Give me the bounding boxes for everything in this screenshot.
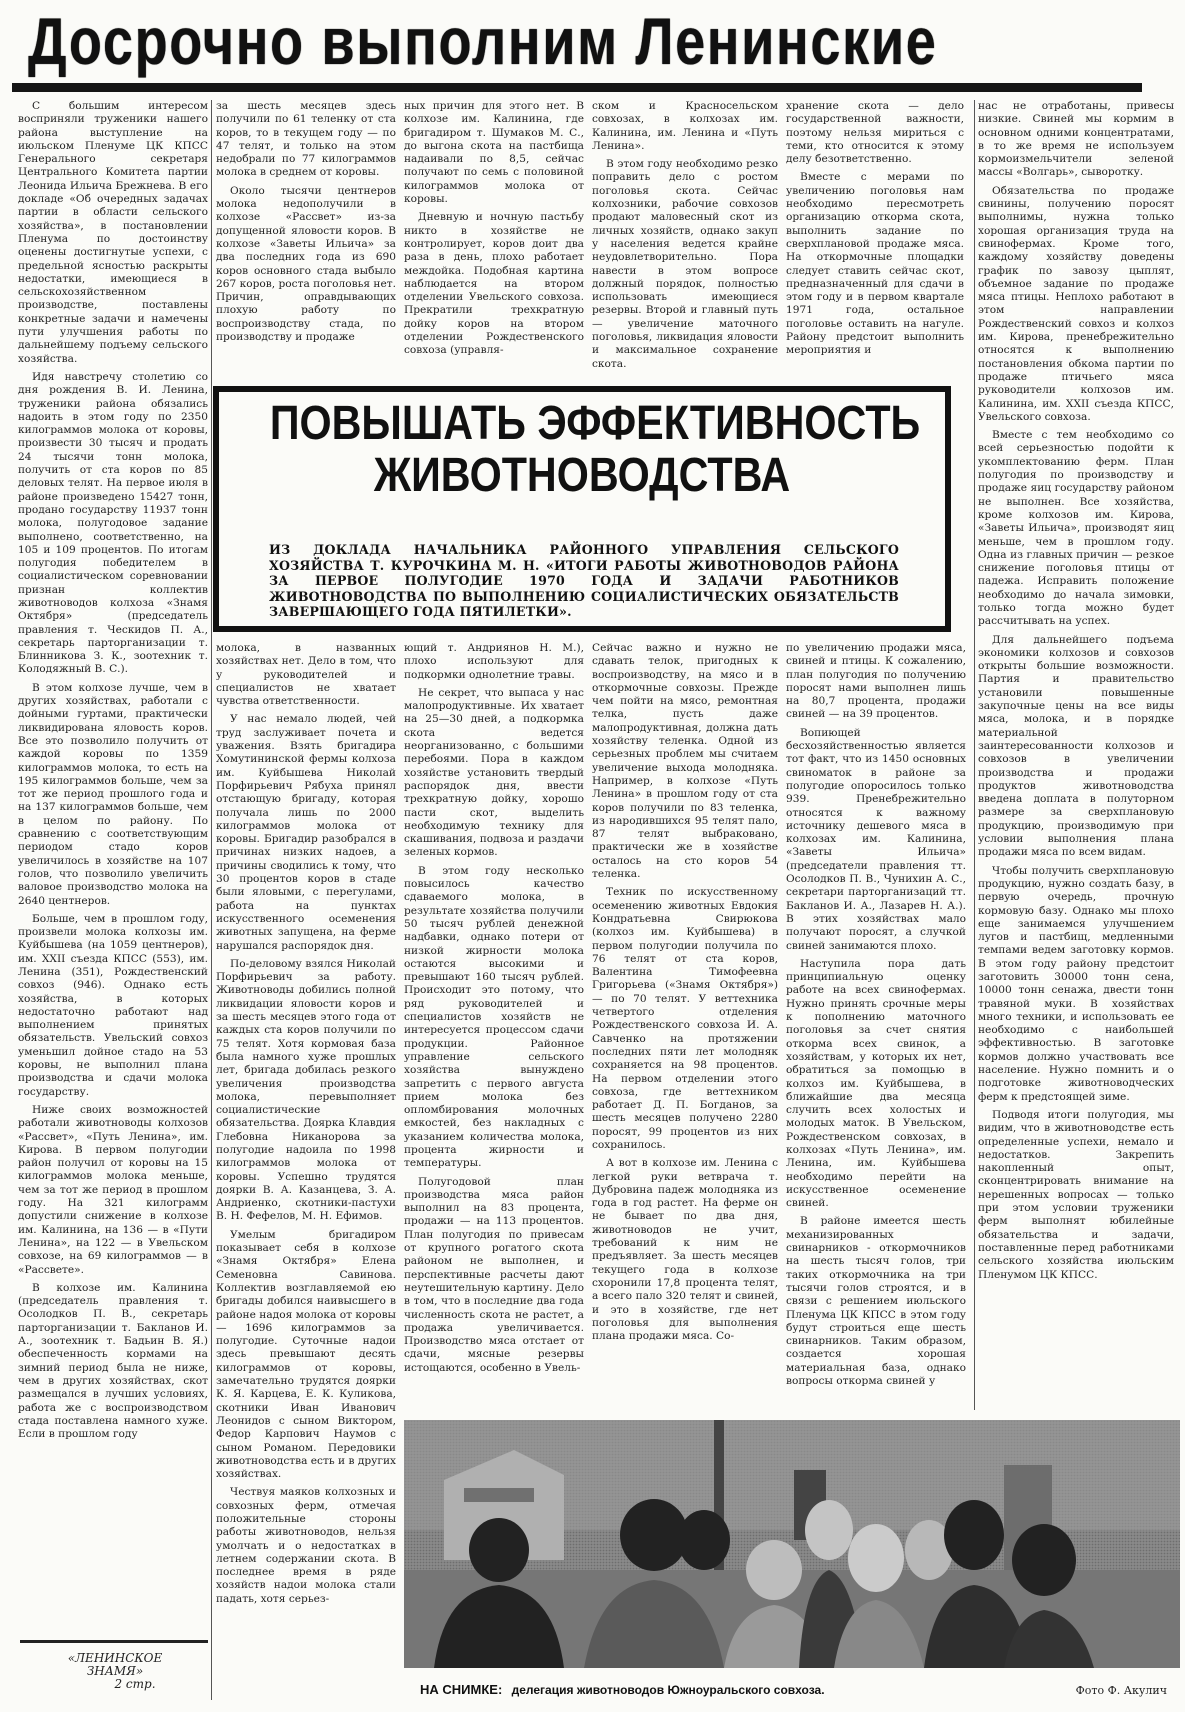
article-paragraph: В этом году несколько повысилось качество сдаваемого молока, в результате хозяйства получили 50 тысяч рублей денежной надбавки, однако потери от низкой жирности молока остаются высокими и превышают 160 тысяч рублей. Происходит это потому, что ряд руководителей и специалистов хозяйств не интересуется процессом сдачи продукции. Районное управление сельского хозяйства вынуждено запретить с первого августа прием молока без опломбирования молочных емкостей, без накладных с указанием количества молока, процента жирности и температуры. — [404, 864, 584, 1170]
article-column-4-bottom — [592, 642, 778, 1412]
photo-livestock-delegation — [404, 1420, 1180, 1668]
article-paragraph: Ниже своих возможностей работали животноводы колхозов «Рассвет», «Путь Ленина», им. Кирова. В первом полугодии район получил от коровы на 15 килограммов молока меньше, чем за тот же период в прошлом году. На 321 килограмм допустили снижение в колхозе им. Калинина, на 136 — в «Пути Ленина», на 122 — в Увельском совхозе, на 69 килограммов — в «Рассвете». — [18, 1103, 208, 1276]
photo-caption-label: НА СНИМКЕ: — [420, 1682, 503, 1697]
article-paragraph: А вот в колхозе им. Ленина с легкой руки ветврача т. Дубровина падеж молодняка из года в год растет. На ферме он не бывает по два дня, животноводов не учит, требований к ним не предъявляет. За шесть месяцев текущего года в колхозе схоронили 17,8 процента телят, а всего пало 320 телят и свиней, и это в хозяйстве, где нет поголовья для выполнения плана продажи мяса. Со- — [592, 1157, 778, 1343]
article-paragraph: Для дальнейшего подъема экономики колхозов и совхозов открыты большие возможности. Партия и правительство установили повышенные закупочные цены на все виды мяса, молока, и в порядке материальной заинтересованности колхозов и совхозов в увеличении производства и продажи продуктов животноводства введена доплата в полуторном размере за сверхплановую продукцию, производимую при условии выполнения плана продажи мяса по всем видам. — [978, 633, 1174, 859]
page-number: 2 стр. — [114, 1677, 156, 1691]
article-paragraph: Вопиющей бесхозяйственностью является тот факт, что из 1450 основных свиноматок в районе за полугодие опоросилось только 939. Пренебрежительно относятся к важному источнику дешевого мяса в колхозах им. Калинина, «Заветы Ильича» (председатели правления тт. Осолодков П. В., Чунихин А. С., секретари парторганизаций тт. Бакланов И. А., Лазарев Н. А.). В этих хозяйствах мало получают поросят, а случкой свиней занимаются плохо. — [786, 726, 966, 952]
article-paragraph: ском и Красносельском совхозах, в колхозах им. Калинина, им. Ленина и «Путь Ленина». — [592, 100, 778, 152]
article-paragraph: Полугодовой план производства мяса район выполнил на 83 процента, продажи — на 113 процентов. План полугодия по привесам от крупного рогатого скота районом не выполнен, и перспективные расчеты дают неутешительную картину. Дело в том, что в последние два года численность скота не растет, а продажа увеличивается. Производство мяса отстает от сдачи, мясные резервы истощаются, особенно в Увель- — [404, 1175, 584, 1374]
article-paragraph: Техник по искусственному осеменению животных Евдокия Кондратьевна Свирюкова (колхоз им. Куйбышева) в первом полугодии получила по 76 телят от ста коров, Валентина Тимофеевна Григорьева («Знамя Октября») — по 70 телят. У веттехника четвертого отделения Рождественского совхоза И. А. Савченко на протяжении последних пяти лет молодняк сохраняется на 98 процентов. На первом отделении этого совхоза, где веттехником работает Д. П. Богданов, за шесть месяцев получено 2280 поросят, 99 процентов из них сохранилось. — [592, 886, 778, 1151]
article-title-line-2: ЖИВОТНОВОДСТВА — [373, 449, 791, 502]
article-paragraph: По-деловому взялся Николай Порфирьевич за работу. Животноводы добились полной ликвидации яловости коров и за шесть месяцев этого года от каждых ста коров получили по 75 телят. Хотя кормовая база была намного хуже прошлых лет, бригада добилась резкого увеличения производства молока, перевыполняет социалистические обязательства. Доярка Клавдия Глебовна Никанорова за полугодие надоила по 1998 килограммов молока от коровы. Успешно трудятся доярки В. А. Казанцева, З. А. Андриенко, скотники-пастухи В. Н. Фефелов, М. Н. Ефимов. — [216, 957, 396, 1223]
article-paragraph: Подводя итоги полугодия, мы видим, что в животноводстве есть определенные успехи, немало и недостатков. Закрепить накопленный опыт, сконцентрировать внимание на нерешенных вопросах — только при этом условии труженики ферм выполнят юбилейные обязательства и задачи, поставленные перед работниками сельского хозяйства июльским Пленумом ЦК КПСС. — [978, 1108, 1174, 1281]
photo-credit: Фото Ф. Акулич — [1075, 1684, 1167, 1697]
article-column-4-top — [592, 100, 778, 378]
article-column-2-bottom — [216, 642, 396, 1702]
article-paragraph: ных причин для этого нет. В колхозе им. Калинина, где бригадиром т. Шумаков М. С., до выгона скота на пастбища надаивали по 8,5, сейчас получают по семь с половиной килограммов молока от коровы. — [404, 100, 584, 206]
article-paragraph: за шесть месяцев здесь получили по 61 теленку от ста коров, то в текущем году — по 47 телят, и только на этом недобрали по 77 килограммов молока в среднем от коровы. — [216, 100, 396, 179]
article-paragraph: Умелым бригадиром показывает себя в колхозе «Знамя Октября» Елена Семеновна Савинова. Коллектив возглавляемой ею бригады добился наивысшего в районе надоя молока от коровы — 1696 килограммов за полугодие. Суточные надои здесь превышают десять килограммов от коровы, замечательно трудятся доярки К. Я. Карцева, Е. К. Куликова, скотники Иван Иванович Леонидов с сыном Виктором, Федор Карпович Наумов с сыном Романом. Передовики животноводства есть и в других хозяйствах. — [216, 1228, 396, 1481]
article-paragraph: В колхозе им. Калинина (председатель правления т. Осолодков П. В., секретарь парторганизации т. Бакланов И. А., зоотехник т. Бадьин В. Я.) обеспеченность кормами на зимний период была не ниже, чем в других хозяйствах, скот размещался в лучших условиях, работа же с воспроизводством стада поставлена намного хуже. Если в прошлом году — [18, 1281, 208, 1441]
headline-rule — [12, 83, 1142, 92]
article-paragraph: Вместе с мерами по увеличению поголовья нам необходимо пересмотреть организацию откорма скота, выполнить задание по сверхплановой продаже мяса. На откормочные площадки следует ставить сейчас скот, предназначенный для сдачи в этом году и в первом квартале 1971 года, остальное поголовье оставить на нагуле. Району предстоит выполнить мероприятия и — [786, 171, 964, 357]
newspaper-name-line-2: ЗНАМЯ» — [86, 1664, 144, 1678]
article-subtitle: ИЗ ДОКЛАДА НАЧАЛЬНИКА РАЙОННОГО УПРАВЛЕНИЯ СЕЛЬСКОГО ХОЗЯЙСТВА Т. КУРОЧКИНА М. Н. «ИТОГИ РАБОТЫ ЖИВОТНОВОДОВ РАЙОНА ЗА ПЕРВОЕ ПОЛУГОДИЕ 1970 ГОДА И ЗАДАЧИ РАБОТНИКОВ ЖИВОТНОВОДСТВА ПО ВЫПОЛНЕНИЮ СОЦИАЛИСТИЧЕСКИХ ОБЯЗАТЕЛЬСТВ ЗАВЕРШАЮЩЕГО ГОДА ПЯТИЛЕТКИ». — [269, 542, 899, 619]
article-paragraph: Сейчас важно и нужно не сдавать телок, пригодных к воспроизводству, на мясо и в откормочные совхозы. Прежде чем пойти на мясо, ремонтная телка, пусть даже малопродуктивная, должна дать хозяйству теленка. Одной из серьезных проблем мы считаем увеличение выхода молодняка. Например, в колхозе «Путь Ленина» в прошлом году от ста коров получили по 83 теленка, из народившихся 95 телят пало, 87 телят выбраковано, практически же в хозяйстве осталось на сто коров 54 теленка. — [592, 642, 778, 881]
article-paragraph: Наступила пора дать принципиальную оценку работе на всех свинофермах. Нужно принять срочные меры к пополнению маточного поголовья за счет снятия откорма всех свинок, а хозяйствам, у которых их нет, обратиться за помощью в колхоз им. Куйбышева, в ближайшие два месяца случить всех холостых и молодых маток. В Увельском, Рождественском совхозах, в колхозах «Путь Ленина», им. Ленина, им. Куйбышева необходимо перейти на искусственное осеменение свиней. — [786, 957, 966, 1210]
article-paragraph: Не секрет, что выпаса у нас малопродуктивные. Их хватает на 25—30 дней, а подкормка скота ведется неорганизованно, с большими перебоями. Пора в каждом хозяйстве установить твердый распорядок дня, ввести трехкратную дойку, хорошо пасти скот, выделить необходимую технику для скашивания, подвоза и раздачи зеленых кормов. — [404, 686, 584, 859]
article-column-3-top — [404, 100, 584, 378]
article-paragraph: Обязательства по продаже свинины, получению поросят выполнимы, нужна только хорошая организация труда на свинофермах. Кроме того, каждому хозяйству доведены график по завозу цыплят, объемное задание по продаже мяса птицы. Неплохо работают в этом направлении Рождественский совхоз и колхоз им. Кирова, пренебрежительно относятся к выполнению постановления обкома партии по продаже птичьего мяса руководители колхозов им. Калинина, им. XXII съезда КПСС, Увельского совхоза. — [978, 184, 1174, 423]
article-paragraph: Чтобы получить сверхплановую продукцию, нужно создать базу, в первую очередь, прочную кормовую базу. Однако мы плохо еще занимаемся улучшением лугов и пастбищ, медленными темпами ведем заготовку кормов. В этом году району предстоит заготовить 30000 тонн сена, 10000 тонн сенажа, двести тонн травяной муки. В хозяйствах много техники, и использовать ее необходимо с наибольшей эффективностью. В заготовке кормов должно участвовать все население. Нужно помнить и о подготовке животноводческих ферм к предстоящей зиме. — [978, 864, 1174, 1103]
article-paragraph: нас не отработаны, привесы низкие. Свиней мы кормим в основном одними концентратами, в то же время не используем кормоизмельчители зеленой массы «Волгарь», сыворотку. — [978, 100, 1174, 179]
article-paragraph: В районе имеется шесть механизированных свинарников - откормочников на шесть тысяч голов, три таких откормочника на три тысячи голов строятся, и в связи с решением июльского Пленума ЦК КПСС в этом году будут строиться еще шесть свинарников. Таким образом, создается хорошая материальная база, однако вопросы откорма свиней у — [786, 1215, 966, 1388]
article-title-box — [213, 386, 951, 632]
article-paragraph: Идя навстречу столетию со дня рождения В. И. Ленина, труженики района обязались надоить в этом году по 2350 килограммов молока от коровы, произвести 30 тысяч и продать 24 тысячи тонн молока, получить от ста коров по 85 деловых телят. На первое июля в районе произведено 15427 тонн, продано государству 11937 тонн молока, полугодовое задание выполнено, соответственно, на 105 и 109 процентов. По итогам полугодия победителем в социалистическом соревновании признан коллектив животноводов колхоза «Знамя Октября» (председатель правления т. Ческидов П. А., секретарь парторганизации т. Блинникова З. К., зоотехник т. Колодяжный В. С.). — [18, 370, 208, 676]
article-title-line-1: ПОВЫШАТЬ ЭФФЕКТИВНОСТЬ — [269, 397, 921, 450]
article-paragraph: молока, в названных хозяйствах нет. Дело в том, что у руководителей и специалистов не хватает чувства ответственности. — [216, 642, 396, 708]
article-paragraph: В этом году необходимо резко поправить дело с ростом поголовья скота. Сейчас колхозники, рабочие совхозов продают маловесный скот из личных хозяйств, однако закуп у населения ведется крайне неудовлетворительно. Пора навести в этом вопросе должный порядок, полностью использовать имеющиеся резервы. Второй и главный путь — увеличение маточного поголовья, ликвидация яловости и максимальное сохранение скота. — [592, 158, 778, 370]
article-paragraph: Около тысячи центнеров молока недополучили в колхозе «Рассвет» из-за допущенной яловости коров. В колхозе «Заветы Ильича» за два последних года из 690 коров основного стада выбыло 267 коров, роста поголовья нет. Причин, оправдывающих плохую работу по воспроизводству стада, по производству и продаже — [216, 184, 396, 344]
footer-rule — [20, 1640, 208, 1643]
article-paragraph: Больше, чем в прошлом году, произвели молока колхозы им. Куйбышева (на 1059 центнеров), им. XXII съезда КПСС (553), им. Ленина (351), Рождественский совхоз (946). Однако есть хозяйства, в которых недостаточно работают над выполнением принятых обязательств. Увельский совхоз уменьшил дойное стадо на 53 коровы, не выполнил плана производства и сдачи молока государству. — [18, 912, 208, 1098]
article-paragraph: по увеличению продажи мяса, свиней и птицы. К сожалению, план полугодия по получению поросят нами выполнен лишь на 80,7 процента, продажи свиней — на 39 процентов. — [786, 642, 966, 721]
column-divider — [211, 100, 212, 1700]
column-divider — [974, 100, 975, 1410]
article-paragraph: хранение скота — дело государственной важности, поэтому нельзя мириться с теми, кто относится к этому делу безответственно. — [786, 100, 964, 166]
article-paragraph: С большим интересом восприняли труженики нашего района выступление на июльском Пленуме ЦК КПСС Генерального секретаря Центрального Комитета партии Леонида Ильича Брежнева. В его докладе «Об очередных задачах партии в области сельского хозяйства», в постановлении Пленума по достоинству оценены достигнутые успехи, с предельной ясностью раскрыты недостатки, имеющиеся в сельскохозяйственном производстве, поставлены конкретные задачи и намечены пути улучшения работы по дальнейшему подъему сельского хозяйства. — [18, 100, 208, 365]
article-column-3-bottom — [404, 642, 584, 1412]
article-paragraph: Чествуя маяков колхозных и совхозных ферм, отмечая положительные стороны работы животноводов, нельзя умолчать и о недостатках в летнем содержании скота. В последнее время в ряде хозяйств надои молока стали падать, хотя серьез- — [216, 1486, 396, 1605]
article-paragraph: ющий т. Андриянов Н. М.), плохо используют для подкормки однолетние травы. — [404, 642, 584, 681]
photo-caption — [420, 1682, 825, 1697]
photo-image — [404, 1420, 1180, 1668]
article-paragraph: Вместе с тем необходимо со всей серьезностью подойти к укомплектованию ферм. План полугодия по производству и продаже яиц государству районом не выполнен. Все хозяйства, кроме колхозов им. Кирова, «Заветы Ильича», производят яиц меньше, чем в прошлом году. Одна из главных причин — резкое снижение поголовья птицы от падежа. Исправить положение необходимо до начала зимовки, только тогда можно будет рассчитывать на успех. — [978, 429, 1174, 628]
article-column-6 — [978, 100, 1174, 1410]
article-paragraph: У нас немало людей, чей труд заслуживает почета и уважения. Взять бригадира Хомутининской фермы колхоза им. Куйбышева Николай Порфирьевич Рябуха принял отстающую бригаду, которая получала лишь по 2000 килограммов молока от коровы. Бригадир разобрался в причинах низких надоев, а причины сводились к тому, что 30 процентов коров в стаде были яловыми, с перегулами, работа на пунктах искусственного осеменения животных запущена, на ферме нарушался распорядок дня. — [216, 713, 396, 952]
newspaper-name-line-1: «ЛЕНИНСКОЕ — [67, 1651, 163, 1665]
page-headline: Досрочно выполним Ленинские — [28, 4, 938, 78]
article-paragraph: В этом колхозе лучше, чем в других хозяйствах, работали с дойными гуртами, практически ликвидирована яловость коров. Все это позволило получить от каждой коровы по 1359 килограммов молока, то есть на 195 килограммов больше, чем за тот же период прошлого года и на 137 килограммов больше, чем в целом по району. По сравнению с соответствующим периодом стадо коров увеличилось в хозяйстве на 107 голов, что позволило увеличить валовое производство молока на 2640 центнеров. — [18, 681, 208, 907]
article-column-1 — [18, 100, 208, 1632]
article-column-2-top — [216, 100, 396, 378]
article-column-5-bottom — [786, 642, 966, 1412]
photo-caption-text: делегация животноводов Южноуральского совхоза. — [511, 1683, 825, 1697]
article-column-5-top — [786, 100, 964, 378]
article-paragraph: Дневную и ночную пастьбу никто в хозяйстве не контролирует, коров доит два раза в день, плохо работает междойка. Подобная картина наблюдается на втором отделении Увельского совхоза. Прекратили трехкратную дойку коров на втором отделении Рождественского совхоза (управля- — [404, 211, 584, 357]
newspaper-footer — [30, 1652, 200, 1691]
